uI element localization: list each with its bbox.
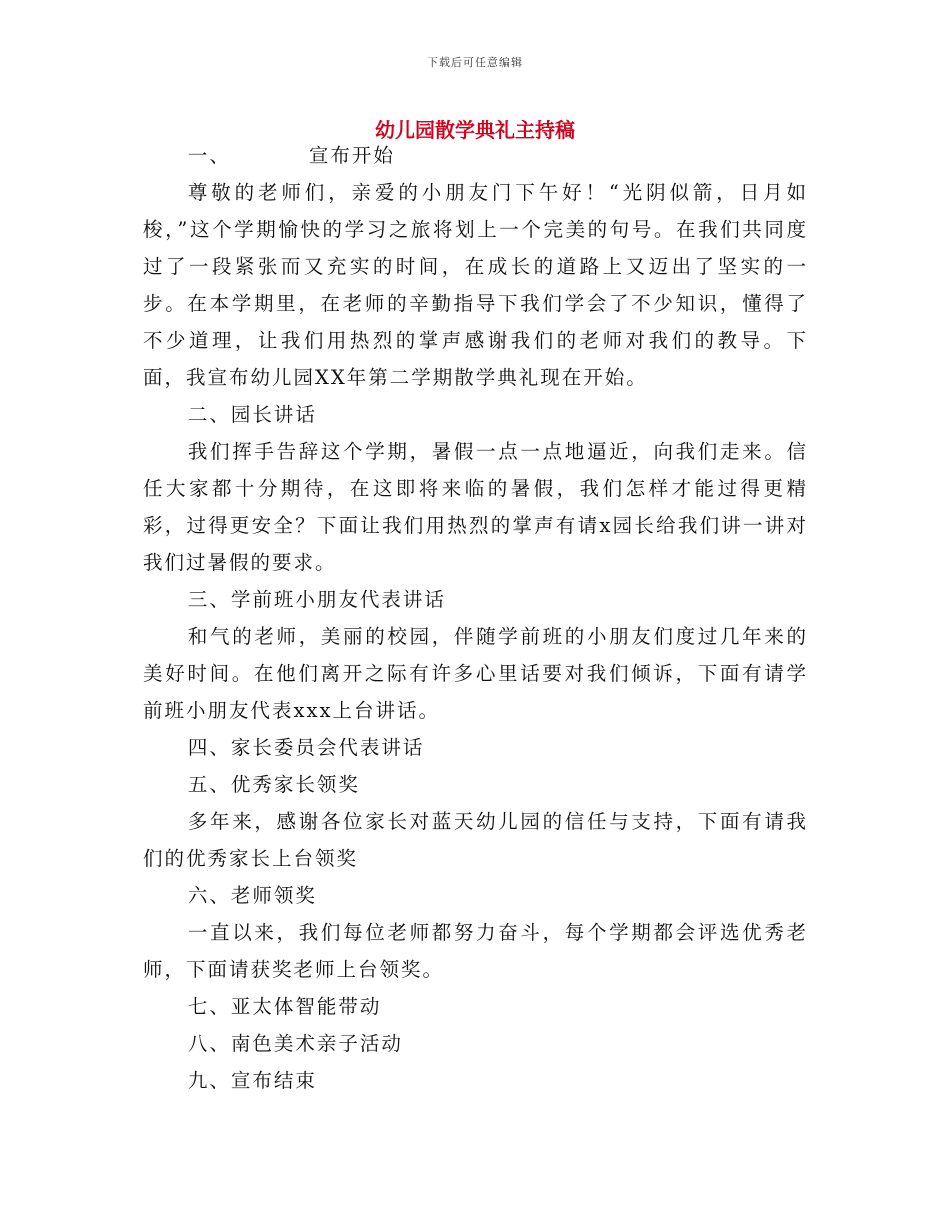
header-note: 下载后可任意编辑 — [427, 56, 523, 69]
section-heading-8: 八、南色美术亲子活动 — [187, 1032, 403, 1055]
section-heading-4: 四、家长委员会代表讲话 — [187, 736, 425, 759]
document-body — [143, 137, 808, 1099]
section-heading-5: 五、优秀家长领奖 — [187, 773, 360, 796]
paragraph-teachers: 一直以来，我们每位老师都努力奋斗，每个学期都会评选优秀老师，下面请获奖老师上台领奖。 — [143, 921, 808, 981]
section-heading-9: 九、宣布结束 — [187, 1069, 317, 1092]
section-heading-3: 三、学前班小朋友代表讲话 — [187, 588, 446, 611]
section-number: 一、 — [187, 144, 231, 167]
section-heading-2: 二、园长讲话 — [187, 403, 317, 426]
section-label: 宣布开始 — [308, 144, 395, 167]
section-heading-7: 七、亚太体智能带动 — [187, 995, 382, 1018]
section-heading-6: 六、老师领奖 — [187, 884, 317, 907]
paragraph-preschool: 和气的老师，美丽的校园，伴随学前班的小朋友们度过几年来的美好时间。在他们离开之际有许多心里话要对我们倾诉，下面有请学前班小朋友代表xxx上台讲话。 — [143, 625, 808, 722]
paragraph-opening: 尊敬的老师们，亲爱的小朋友门下午好！“光阴似箭，日月如梭，”这个学期愉快的学习之旅将划上一个完美的句号。在我们共同度过了一段紧张而又充实的时间，在成长的道路上又迈出了坚实的一步。在本学期里，在老师的辛勤指导下我们学会了不少知识，懂得了不少道理，让我们用热烈的掌声感谢我们的老师对我们的教导。下面，我宣布幼儿园XX年第二学期散学典礼现在开始。 — [143, 181, 808, 389]
paragraph-principal: 我们挥手告辞这个学期，暑假一点一点地逼近，向我们走来。信任大家都十分期待，在这即将来临的暑假，我们怎样才能过得更精彩，过得更安全？下面让我们用热烈的掌声有请x园长给我们讲一讲对我们过暑假的要求。 — [143, 440, 808, 574]
paragraph-parents: 多年来，感谢各位家长对蓝天幼儿园的信任与支持，下面有请我们的优秀家长上台领奖 — [143, 810, 808, 870]
section-heading-1 — [143, 137, 808, 174]
document-title: 幼儿园散学典礼主持稿 — [375, 118, 575, 142]
